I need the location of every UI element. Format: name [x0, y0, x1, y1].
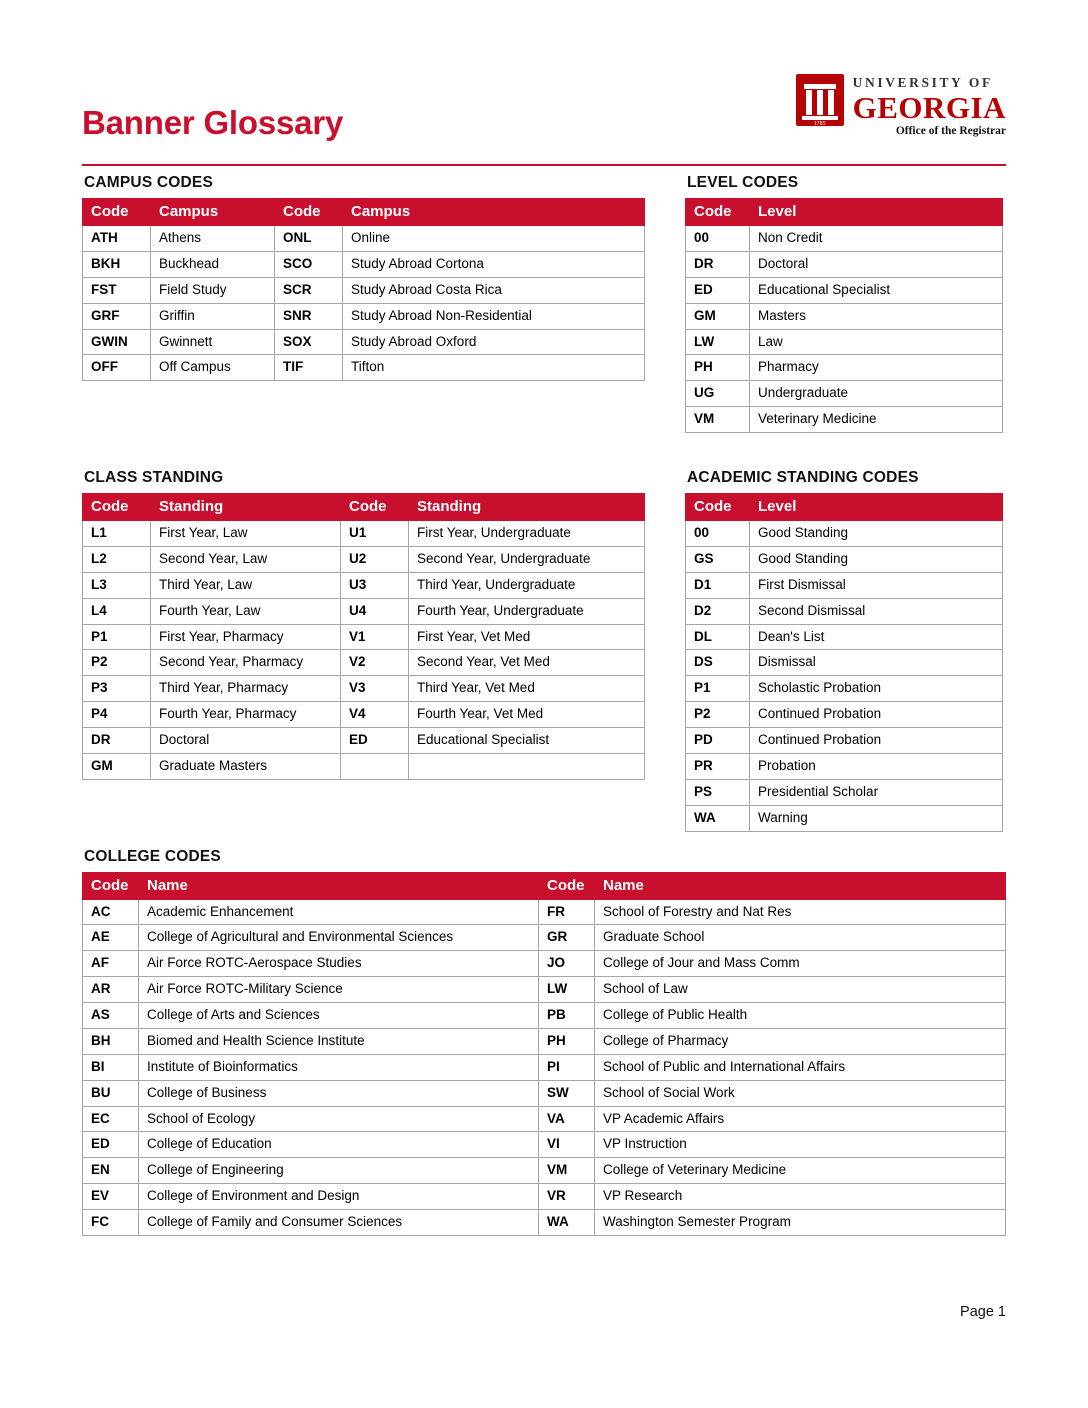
level-codes-body — [686, 226, 1003, 433]
cell-label: Biomed and Health Science Institute — [139, 1028, 539, 1054]
cell-label: Continued Probation — [750, 728, 1003, 754]
header-divider — [82, 164, 1006, 166]
level-codes-table — [685, 198, 1003, 433]
cell-label — [409, 753, 645, 779]
page-title: Banner Glossary — [82, 104, 344, 141]
cell-code: BKH — [83, 251, 151, 277]
table-row — [83, 572, 645, 598]
table-row — [83, 1054, 1006, 1080]
column-header-code: Code — [686, 494, 750, 521]
cell-code: PD — [686, 728, 750, 754]
cell-label: Second Year, Vet Med — [409, 650, 645, 676]
cell-code: BI — [83, 1054, 139, 1080]
cell-code: UG — [686, 381, 750, 407]
cell-code: 00 — [686, 226, 750, 252]
cell-code: GR — [539, 925, 595, 951]
cell-code: BU — [83, 1080, 139, 1106]
cell-code: BH — [83, 1028, 139, 1054]
cell-label: Fourth Year, Vet Med — [409, 702, 645, 728]
class-standing-title: CLASS STANDING — [84, 469, 224, 486]
logo-georgia-text: GEORGIA — [852, 89, 1006, 125]
section-row-3 — [82, 848, 1006, 1236]
table-header-row — [83, 199, 645, 226]
cell-label: Second Dismissal — [750, 598, 1003, 624]
logo-year: 1785 — [813, 121, 826, 127]
column-header-name-2: Name — [595, 872, 1006, 899]
cell-code: EN — [83, 1158, 139, 1184]
cell-label: Second Year, Law — [151, 546, 341, 572]
class-standing-table — [82, 493, 645, 780]
cell-label: Doctoral — [151, 728, 341, 754]
cell-label: Athens — [151, 226, 275, 252]
college-codes-table — [82, 872, 1006, 1236]
cell-code: PH — [539, 1028, 595, 1054]
cell-code: FC — [83, 1210, 139, 1236]
table-row — [686, 779, 1003, 805]
cell-label: Third Year, Law — [151, 572, 341, 598]
cell-label: Good Standing — [750, 546, 1003, 572]
column-header-code-1: Code — [83, 494, 151, 521]
cell-code: VR — [539, 1184, 595, 1210]
cell-code: PH — [686, 355, 750, 381]
table-row — [83, 624, 645, 650]
cell-code: L2 — [83, 546, 151, 572]
cell-label: College of Family and Consumer Sciences — [139, 1210, 539, 1236]
cell-code: LW — [686, 329, 750, 355]
table-row — [83, 598, 645, 624]
cell-code: OFF — [83, 355, 151, 381]
page-number: Page 1 — [960, 1304, 1006, 1320]
table-row — [83, 702, 645, 728]
logo-university-text: UNIVERSITY OF — [852, 75, 993, 90]
cell-label: College of Jour and Mass Comm — [595, 951, 1006, 977]
cell-code: P2 — [83, 650, 151, 676]
table-row — [83, 753, 645, 779]
cell-label: Veterinary Medicine — [750, 407, 1003, 433]
cell-label: Dean's List — [750, 624, 1003, 650]
cell-label: Griffin — [151, 303, 275, 329]
campus-codes-title: CAMPUS CODES — [84, 174, 213, 191]
cell-label: College of Public Health — [595, 1003, 1006, 1029]
table-row — [83, 951, 1006, 977]
table-row — [83, 277, 645, 303]
cell-label: Study Abroad Oxford — [343, 329, 645, 355]
cell-label: Graduate Masters — [151, 753, 341, 779]
cell-code: GM — [686, 303, 750, 329]
cell-code: P4 — [83, 702, 151, 728]
college-codes-body — [83, 899, 1006, 1235]
cell-label: College of Arts and Sciences — [139, 1003, 539, 1029]
academic-standing-table — [685, 493, 1003, 832]
cell-code: DR — [83, 728, 151, 754]
cell-label: Gwinnett — [151, 329, 275, 355]
cell-code: FST — [83, 277, 151, 303]
table-row — [686, 521, 1003, 547]
cell-label: Educational Specialist — [750, 277, 1003, 303]
cell-code: WA — [686, 805, 750, 831]
table-row — [686, 598, 1003, 624]
cell-code: WA — [539, 1210, 595, 1236]
cell-label: Online — [343, 226, 645, 252]
cell-label: Air Force ROTC-Military Science — [139, 977, 539, 1003]
cell-label: Doctoral — [750, 251, 1003, 277]
cell-code: AR — [83, 977, 139, 1003]
cell-code: ATH — [83, 226, 151, 252]
cell-label: Probation — [750, 753, 1003, 779]
cell-code: P2 — [686, 702, 750, 728]
column-header-code-2: Code — [341, 494, 409, 521]
cell-label: Air Force ROTC-Aerospace Studies — [139, 951, 539, 977]
cell-label: Fourth Year, Pharmacy — [151, 702, 341, 728]
cell-label: Masters — [750, 303, 1003, 329]
cell-code: DS — [686, 650, 750, 676]
column-header-code-2: Code — [539, 872, 595, 899]
cell-label: First Dismissal — [750, 572, 1003, 598]
table-header-row — [686, 199, 1003, 226]
cell-label: Field Study — [151, 277, 275, 303]
cell-label: College of Pharmacy — [595, 1028, 1006, 1054]
college-codes-title: COLLEGE CODES — [84, 847, 221, 865]
table-row — [83, 728, 645, 754]
cell-label: First Year, Vet Med — [409, 624, 645, 650]
cell-label: Presidential Scholar — [750, 779, 1003, 805]
table-row — [686, 303, 1003, 329]
cell-code: JO — [539, 951, 595, 977]
column-header-standing-1: Standing — [151, 494, 341, 521]
cell-label: College of Environment and Design — [139, 1184, 539, 1210]
cell-label: Fourth Year, Law — [151, 598, 341, 624]
cell-code — [341, 753, 409, 779]
cell-code: PI — [539, 1054, 595, 1080]
cell-code: PS — [686, 779, 750, 805]
column-header-code-1: Code — [83, 199, 151, 226]
cell-label: Tifton — [343, 355, 645, 381]
cell-label: Third Year, Vet Med — [409, 676, 645, 702]
cell-code: 00 — [686, 521, 750, 547]
table-row — [83, 1003, 1006, 1029]
academic-standing-title: ACADEMIC STANDING CODES — [687, 469, 919, 486]
column-header-campus-2: Campus — [343, 199, 645, 226]
cell-label: Undergraduate — [750, 381, 1003, 407]
cell-label: Third Year, Pharmacy — [151, 676, 341, 702]
cell-label: Second Year, Undergraduate — [409, 546, 645, 572]
cell-code: D2 — [686, 598, 750, 624]
cell-label: Continued Probation — [750, 702, 1003, 728]
cell-label: College of Engineering — [139, 1158, 539, 1184]
cell-label: First Year, Undergraduate — [409, 521, 645, 547]
cell-label: VP Academic Affairs — [595, 1106, 1006, 1132]
table-row — [83, 1080, 1006, 1106]
cell-code: L1 — [83, 521, 151, 547]
cell-label: Institute of Bioinformatics — [139, 1054, 539, 1080]
table-row — [686, 728, 1003, 754]
cell-label: Second Year, Pharmacy — [151, 650, 341, 676]
table-row — [83, 1210, 1006, 1236]
table-row — [686, 329, 1003, 355]
table-row — [686, 546, 1003, 572]
cell-code: PB — [539, 1003, 595, 1029]
table-row — [686, 624, 1003, 650]
cell-label: School of Social Work — [595, 1080, 1006, 1106]
cell-label: College of Education — [139, 1132, 539, 1158]
cell-label: Scholastic Probation — [750, 676, 1003, 702]
logo-office-text: Office of the Registrar — [895, 124, 1006, 137]
document-header — [82, 62, 1006, 158]
table-row — [686, 381, 1003, 407]
cell-code: DR — [686, 251, 750, 277]
cell-label: Educational Specialist — [409, 728, 645, 754]
column-header-standing-2: Standing — [409, 494, 645, 521]
cell-code: DL — [686, 624, 750, 650]
cell-label: Law — [750, 329, 1003, 355]
cell-label: Third Year, Undergraduate — [409, 572, 645, 598]
table-row — [686, 650, 1003, 676]
table-header-row — [83, 872, 1006, 899]
table-row — [83, 546, 645, 572]
cell-label: Study Abroad Cortona — [343, 251, 645, 277]
table-row — [83, 226, 645, 252]
cell-code: P1 — [83, 624, 151, 650]
cell-label: First Year, Law — [151, 521, 341, 547]
cell-code: SCR — [275, 277, 343, 303]
cell-label: School of Forestry and Nat Res — [595, 899, 1006, 925]
table-row — [83, 977, 1006, 1003]
table-row — [83, 1028, 1006, 1054]
table-row — [686, 702, 1003, 728]
cell-label: First Year, Pharmacy — [151, 624, 341, 650]
cell-code: ED — [341, 728, 409, 754]
section-row-1 — [82, 174, 1006, 433]
cell-code: ONL — [275, 226, 343, 252]
cell-code: VI — [539, 1132, 595, 1158]
cell-code: FR — [539, 899, 595, 925]
cell-label: Washington Semester Program — [595, 1210, 1006, 1236]
table-row — [83, 521, 645, 547]
table-row — [83, 676, 645, 702]
cell-code: GS — [686, 546, 750, 572]
column-header-level: Level — [750, 494, 1003, 521]
cell-label: School of Ecology — [139, 1106, 539, 1132]
cell-code: AS — [83, 1003, 139, 1029]
cell-code: VM — [539, 1158, 595, 1184]
cell-code: U2 — [341, 546, 409, 572]
cell-label: College of Agricultural and Environmental Sciences — [139, 925, 539, 951]
table-row — [686, 226, 1003, 252]
cell-code: GWIN — [83, 329, 151, 355]
cell-code: VA — [539, 1106, 595, 1132]
table-row — [83, 899, 1006, 925]
table-row — [686, 407, 1003, 433]
cell-label: Fourth Year, Undergraduate — [409, 598, 645, 624]
cell-code: PR — [686, 753, 750, 779]
table-row — [686, 572, 1003, 598]
column-header-name-1: Name — [139, 872, 539, 899]
cell-label: Buckhead — [151, 251, 275, 277]
cell-label: Academic Enhancement — [139, 899, 539, 925]
cell-code: L4 — [83, 598, 151, 624]
cell-label: School of Public and International Affairs — [595, 1054, 1006, 1080]
cell-code: D1 — [686, 572, 750, 598]
cell-label: Dismissal — [750, 650, 1003, 676]
table-row — [83, 251, 645, 277]
column-header-level: Level — [750, 199, 1003, 226]
table-row — [686, 676, 1003, 702]
cell-label: Pharmacy — [750, 355, 1003, 381]
class-standing-body — [83, 521, 645, 780]
table-row — [686, 251, 1003, 277]
table-row — [686, 277, 1003, 303]
cell-code: V4 — [341, 702, 409, 728]
column-header-code-2: Code — [275, 199, 343, 226]
cell-code: GRF — [83, 303, 151, 329]
cell-label: School of Law — [595, 977, 1006, 1003]
cell-code: L3 — [83, 572, 151, 598]
column-header-code-1: Code — [83, 872, 139, 899]
table-row — [83, 355, 645, 381]
table-row — [83, 1132, 1006, 1158]
cell-label: College of Veterinary Medicine — [595, 1158, 1006, 1184]
cell-label: VP Research — [595, 1184, 1006, 1210]
section-row-2 — [82, 469, 1006, 832]
cell-code: U3 — [341, 572, 409, 598]
cell-code: U4 — [341, 598, 409, 624]
cell-label: Study Abroad Non-Residential — [343, 303, 645, 329]
table-row — [83, 925, 1006, 951]
cell-code: GM — [83, 753, 151, 779]
table-row — [83, 1106, 1006, 1132]
cell-code: U1 — [341, 521, 409, 547]
column-header-code: Code — [686, 199, 750, 226]
table-header-row — [686, 494, 1003, 521]
cell-code: AC — [83, 899, 139, 925]
cell-label: Good Standing — [750, 521, 1003, 547]
cell-code: V2 — [341, 650, 409, 676]
table-row — [83, 1158, 1006, 1184]
cell-label: Graduate School — [595, 925, 1006, 951]
cell-code: P1 — [686, 676, 750, 702]
cell-code: ED — [686, 277, 750, 303]
university-logo — [796, 74, 1006, 137]
table-row — [686, 355, 1003, 381]
campus-codes-table — [82, 198, 645, 381]
table-row — [686, 753, 1003, 779]
table-row — [83, 329, 645, 355]
cell-code: SCO — [275, 251, 343, 277]
cell-label: VP Instruction — [595, 1132, 1006, 1158]
table-row — [686, 805, 1003, 831]
cell-label: Warning — [750, 805, 1003, 831]
cell-code: VM — [686, 407, 750, 433]
cell-code: SOX — [275, 329, 343, 355]
uga-arch-icon — [796, 74, 844, 126]
academic-standing-body — [686, 521, 1003, 832]
table-row — [83, 650, 645, 676]
cell-label: Non Credit — [750, 226, 1003, 252]
table-header-row — [83, 494, 645, 521]
cell-label: Study Abroad Costa Rica — [343, 277, 645, 303]
cell-code: EV — [83, 1184, 139, 1210]
level-codes-title: LEVEL CODES — [687, 174, 799, 191]
cell-code: V3 — [341, 676, 409, 702]
cell-code: LW — [539, 977, 595, 1003]
cell-code: SNR — [275, 303, 343, 329]
cell-label: College of Business — [139, 1080, 539, 1106]
table-row — [83, 303, 645, 329]
cell-code: V1 — [341, 624, 409, 650]
cell-code: P3 — [83, 676, 151, 702]
cell-code: AF — [83, 951, 139, 977]
cell-code: EC — [83, 1106, 139, 1132]
cell-code: SW — [539, 1080, 595, 1106]
column-header-campus-1: Campus — [151, 199, 275, 226]
campus-codes-body — [83, 226, 645, 381]
table-row — [83, 1184, 1006, 1210]
cell-code: TIF — [275, 355, 343, 381]
cell-code: ED — [83, 1132, 139, 1158]
cell-code: AE — [83, 925, 139, 951]
cell-label: Off Campus — [151, 355, 275, 381]
